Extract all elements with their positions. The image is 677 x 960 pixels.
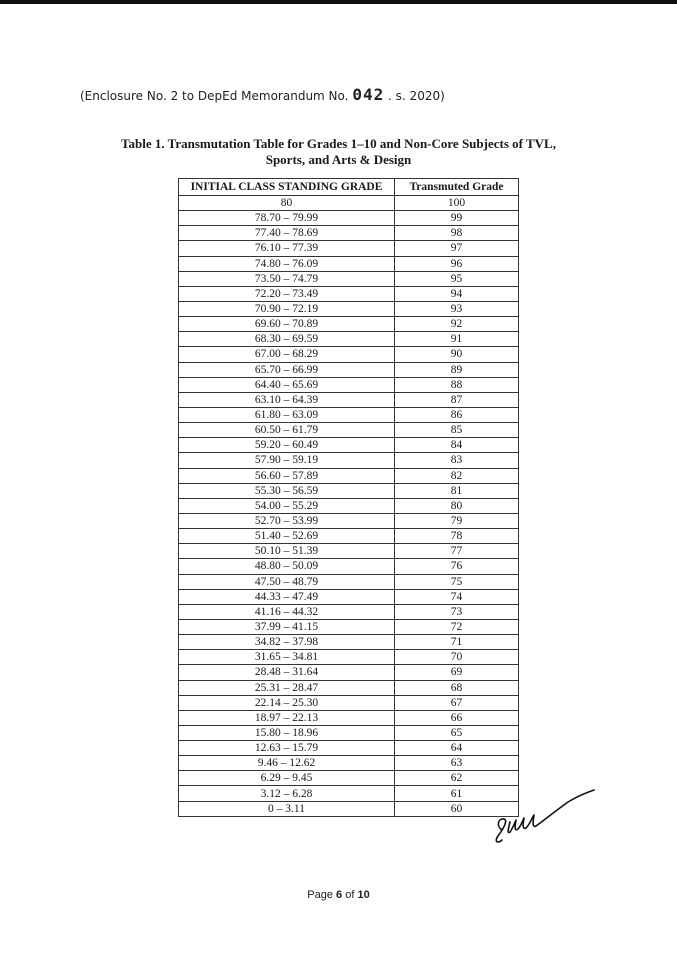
transmuted-grade-cell: 70 — [395, 650, 519, 665]
initial-grade-cell: 64.40 – 65.69 — [179, 377, 395, 392]
table-row — [179, 453, 519, 468]
table-row — [179, 529, 519, 544]
initial-grade-cell: 63.10 – 64.39 — [179, 392, 395, 407]
transmuted-grade-cell: 95 — [395, 271, 519, 286]
initial-grade-cell: 52.70 – 53.99 — [179, 513, 395, 528]
initial-grade-cell: 15.80 – 18.96 — [179, 725, 395, 740]
transmutation-table — [178, 178, 519, 817]
initial-grade-cell: 57.90 – 59.19 — [179, 453, 395, 468]
table-row — [179, 619, 519, 634]
table-row — [179, 407, 519, 422]
transmuted-grade-cell: 76 — [395, 559, 519, 574]
transmuted-grade-cell: 99 — [395, 211, 519, 226]
table-row — [179, 498, 519, 513]
initial-grade-cell: 41.16 – 44.32 — [179, 604, 395, 619]
table-row — [179, 483, 519, 498]
transmuted-grade-cell: 67 — [395, 695, 519, 710]
transmuted-grade-cell: 63 — [395, 756, 519, 771]
initial-grade-cell: 73.50 – 74.79 — [179, 271, 395, 286]
transmuted-grade-cell: 65 — [395, 725, 519, 740]
table-header-row — [179, 179, 519, 196]
initial-grade-cell: 61.80 – 63.09 — [179, 407, 395, 422]
initial-grade-cell: 59.20 – 60.49 — [179, 438, 395, 453]
table-row — [179, 196, 519, 211]
table-row — [179, 741, 519, 756]
page-current: 6 — [336, 889, 343, 901]
initial-grade-cell: 22.14 – 25.30 — [179, 695, 395, 710]
transmuted-grade-cell: 92 — [395, 317, 519, 332]
table-row — [179, 377, 519, 392]
initial-grade-cell: 78.70 – 79.99 — [179, 211, 395, 226]
transmuted-grade-cell: 87 — [395, 392, 519, 407]
transmuted-grade-cell: 82 — [395, 468, 519, 483]
table-row — [179, 756, 519, 771]
table-row — [179, 725, 519, 740]
transmuted-grade-cell: 60 — [395, 801, 519, 816]
transmuted-grade-cell: 75 — [395, 574, 519, 589]
table-row — [179, 438, 519, 453]
table-row — [179, 211, 519, 226]
transmuted-grade-cell: 86 — [395, 407, 519, 422]
transmuted-grade-cell: 61 — [395, 786, 519, 801]
initial-grade-cell: 77.40 – 78.69 — [179, 226, 395, 241]
table-row — [179, 574, 519, 589]
transmuted-grade-cell: 69 — [395, 665, 519, 680]
transmuted-grade-cell: 88 — [395, 377, 519, 392]
initial-grade-cell: 6.29 – 9.45 — [179, 771, 395, 786]
table-row — [179, 226, 519, 241]
memo-number: 042 — [352, 85, 385, 104]
initial-grade-cell: 74.80 – 76.09 — [179, 256, 395, 271]
transmuted-grade-cell: 71 — [395, 635, 519, 650]
table-row — [179, 680, 519, 695]
transmuted-grade-cell: 80 — [395, 498, 519, 513]
initial-grade-cell: 12.63 – 15.79 — [179, 741, 395, 756]
table-row — [179, 332, 519, 347]
transmuted-grade-cell: 79 — [395, 513, 519, 528]
transmuted-grade-cell: 84 — [395, 438, 519, 453]
table-title-line2: Sports, and Arts & Design — [265, 152, 412, 167]
initial-grade-cell: 47.50 – 48.79 — [179, 574, 395, 589]
table-row — [179, 786, 519, 801]
transmuted-grade-cell: 96 — [395, 256, 519, 271]
transmuted-grade-cell: 66 — [395, 710, 519, 725]
table-row — [179, 468, 519, 483]
table-row — [179, 635, 519, 650]
table-row — [179, 695, 519, 710]
table-body — [179, 196, 519, 817]
header-transmuted-grade: Transmuted Grade — [395, 179, 519, 196]
initial-grade-cell: 70.90 – 72.19 — [179, 301, 395, 316]
table-row — [179, 559, 519, 574]
transmuted-grade-cell: 89 — [395, 362, 519, 377]
transmuted-grade-cell: 72 — [395, 619, 519, 634]
initial-grade-cell: 54.00 – 55.29 — [179, 498, 395, 513]
page-prefix: Page — [307, 889, 337, 901]
transmuted-grade-cell: 94 — [395, 286, 519, 301]
table-row — [179, 771, 519, 786]
table-title — [80, 136, 597, 168]
table-row — [179, 286, 519, 301]
table-row — [179, 710, 519, 725]
initial-grade-cell: 51.40 – 52.69 — [179, 529, 395, 544]
table-row — [179, 347, 519, 362]
page-number — [0, 889, 677, 901]
transmuted-grade-cell: 90 — [395, 347, 519, 362]
transmuted-grade-cell: 62 — [395, 771, 519, 786]
table-row — [179, 604, 519, 619]
initial-grade-cell: 69.60 – 70.89 — [179, 317, 395, 332]
table-row — [179, 362, 519, 377]
transmuted-grade-cell: 85 — [395, 423, 519, 438]
top-border — [0, 0, 677, 4]
table-row — [179, 544, 519, 559]
transmuted-grade-cell: 64 — [395, 741, 519, 756]
initial-grade-cell: 3.12 – 6.28 — [179, 786, 395, 801]
initial-grade-cell: 50.10 – 51.39 — [179, 544, 395, 559]
table-row — [179, 801, 519, 816]
transmuted-grade-cell: 98 — [395, 226, 519, 241]
transmuted-grade-cell: 81 — [395, 483, 519, 498]
enclosure-note — [80, 85, 445, 104]
transmuted-grade-cell: 93 — [395, 301, 519, 316]
table-row — [179, 241, 519, 256]
initial-grade-cell: 60.50 – 61.79 — [179, 423, 395, 438]
initial-grade-cell: 31.65 – 34.81 — [179, 650, 395, 665]
initial-grade-cell: 80 — [179, 196, 395, 211]
table-row — [179, 256, 519, 271]
transmuted-grade-cell: 74 — [395, 589, 519, 604]
transmuted-grade-cell: 97 — [395, 241, 519, 256]
initial-grade-cell: 56.60 – 57.89 — [179, 468, 395, 483]
table-row — [179, 665, 519, 680]
initial-grade-cell: 37.99 – 41.15 — [179, 619, 395, 634]
initial-grade-cell: 68.30 – 69.59 — [179, 332, 395, 347]
transmuted-grade-cell: 77 — [395, 544, 519, 559]
initial-grade-cell: 55.30 – 56.59 — [179, 483, 395, 498]
initial-grade-cell: 0 – 3.11 — [179, 801, 395, 816]
handwritten-signature — [488, 782, 598, 850]
initial-grade-cell: 25.31 – 28.47 — [179, 680, 395, 695]
transmuted-grade-cell: 100 — [395, 196, 519, 211]
initial-grade-cell: 72.20 – 73.49 — [179, 286, 395, 301]
transmuted-grade-cell: 83 — [395, 453, 519, 468]
transmuted-grade-cell: 68 — [395, 680, 519, 695]
initial-grade-cell: 28.48 – 31.64 — [179, 665, 395, 680]
table-title-line1: Table 1. Transmutation Table for Grades 1–10 and Non-Core Subjects of TVL, — [121, 136, 556, 151]
table-row — [179, 423, 519, 438]
page-of: of — [342, 889, 358, 901]
initial-grade-cell: 34.82 – 37.98 — [179, 635, 395, 650]
initial-grade-cell: 44.33 – 47.49 — [179, 589, 395, 604]
enclosure-suffix: . s. 2020) — [388, 89, 445, 103]
initial-grade-cell: 9.46 – 12.62 — [179, 756, 395, 771]
transmuted-grade-cell: 73 — [395, 604, 519, 619]
transmuted-grade-cell: 91 — [395, 332, 519, 347]
initial-grade-cell: 65.70 – 66.99 — [179, 362, 395, 377]
table-row — [179, 589, 519, 604]
initial-grade-cell: 48.80 – 50.09 — [179, 559, 395, 574]
table-row — [179, 317, 519, 332]
initial-grade-cell: 67.00 – 68.29 — [179, 347, 395, 362]
table-row — [179, 301, 519, 316]
initial-grade-cell: 76.10 – 77.39 — [179, 241, 395, 256]
table-row — [179, 513, 519, 528]
initial-grade-cell: 18.97 – 22.13 — [179, 710, 395, 725]
table-row — [179, 392, 519, 407]
enclosure-prefix: (Enclosure No. 2 to DepEd Memorandum No. — [80, 89, 349, 103]
header-initial-grade: INITIAL CLASS STANDING GRADE — [179, 179, 395, 196]
transmuted-grade-cell: 78 — [395, 529, 519, 544]
table-row — [179, 271, 519, 286]
table-row — [179, 650, 519, 665]
page-total: 10 — [357, 889, 370, 901]
